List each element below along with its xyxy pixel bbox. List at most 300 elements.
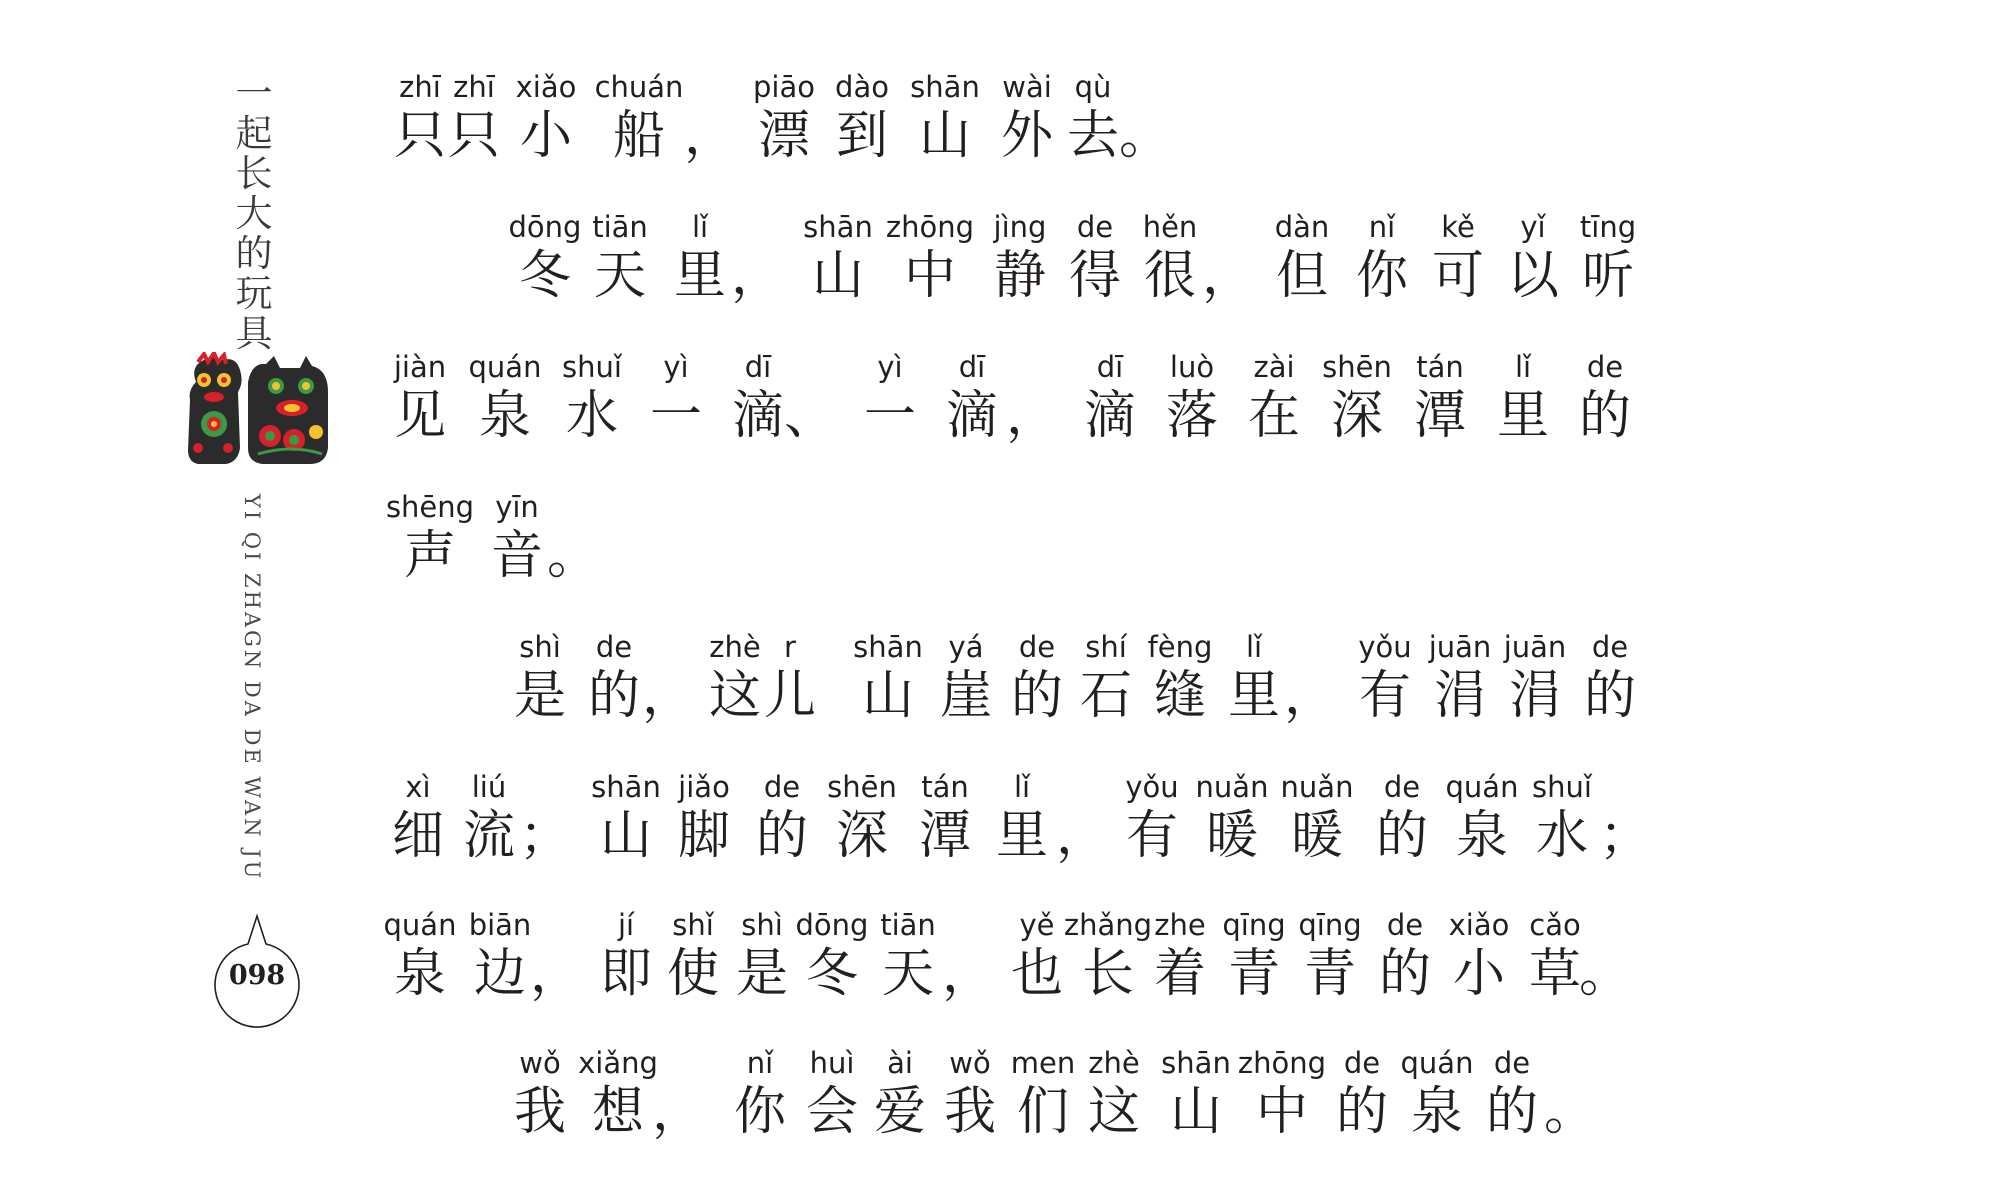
char-with-pinyin	[1532, 770, 1592, 880]
hanzi: 涓	[1508, 666, 1562, 726]
hanzi: 流	[462, 806, 516, 866]
text-line	[0, 908, 2008, 1018]
page-number: 098	[228, 960, 286, 991]
char-with-pinyin	[1237, 1046, 1327, 1156]
pinyin: ài	[887, 1046, 913, 1080]
char-with-pinyin	[591, 770, 661, 880]
hanzi: 的	[1375, 806, 1429, 866]
hanzi: 天	[593, 246, 647, 306]
hanzi: 滴	[731, 386, 785, 446]
hanzi: 即	[599, 944, 653, 1004]
char-with-pinyin	[763, 630, 817, 740]
char-with-pinyin	[1161, 1046, 1231, 1156]
char-with-pinyin	[1063, 908, 1153, 1018]
hanzi: 得	[1068, 246, 1122, 306]
pinyin: shēng	[385, 490, 475, 524]
pinyin: yá	[948, 630, 984, 664]
char-with-pinyin	[490, 490, 544, 600]
hanzi: 到	[835, 106, 889, 166]
hanzi: 只	[393, 106, 447, 166]
char-with-pinyin	[1010, 908, 1064, 1018]
char-with-pinyin	[592, 210, 648, 320]
pinyin: lǐ	[691, 210, 709, 244]
char-with-pinyin	[863, 350, 917, 460]
pinyin: chuán	[594, 70, 684, 104]
hanzi: 山	[599, 806, 653, 866]
pinyin: zhī	[453, 70, 495, 104]
hanzi: 深	[1330, 386, 1384, 446]
pinyin: dào	[835, 70, 889, 104]
char-with-pinyin	[880, 908, 936, 1018]
pinyin: xiǎng	[578, 1046, 658, 1080]
hanzi: 你	[1355, 246, 1409, 306]
hanzi: 中	[903, 246, 957, 306]
hanzi: 泉	[478, 386, 532, 446]
punctuation-mark: 。	[546, 526, 600, 586]
punctuation	[941, 908, 995, 1018]
char-with-pinyin	[1298, 908, 1362, 1018]
pinyin: fèng	[1147, 630, 1213, 664]
char-with-pinyin	[1066, 70, 1120, 180]
pinyin: de	[595, 630, 633, 664]
hanzi: 细	[391, 806, 445, 866]
punctuation-mark: ，	[941, 944, 995, 1004]
hanzi: 这	[1087, 1082, 1141, 1142]
hanzi: 水	[565, 386, 619, 446]
hanzi: 里	[1496, 386, 1550, 446]
char-with-pinyin	[515, 70, 577, 180]
char-with-pinyin	[1227, 630, 1281, 740]
char-with-pinyin	[562, 350, 622, 460]
pinyin: xiǎo	[515, 70, 577, 104]
text-line	[0, 630, 2008, 740]
pinyin: de	[1076, 210, 1114, 244]
punctuation-mark: ；	[518, 806, 572, 866]
hanzi: 山	[811, 246, 865, 306]
hanzi: 山	[861, 666, 915, 726]
char-with-pinyin	[513, 1046, 567, 1156]
pinyin: quán	[468, 350, 542, 384]
char-with-pinyin	[1378, 908, 1432, 1018]
hanzi: 崖	[939, 666, 993, 726]
char-with-pinyin	[383, 908, 457, 1018]
char-with-pinyin	[391, 770, 445, 880]
char-with-pinyin	[755, 770, 809, 880]
pinyin: shēn	[1322, 350, 1392, 384]
hanzi: 是	[513, 666, 567, 726]
hanzi: 小	[1452, 944, 1506, 1004]
hanzi: 落	[1165, 386, 1219, 446]
pinyin: de	[1383, 770, 1421, 804]
pinyin: de	[763, 770, 801, 804]
pinyin: dī	[958, 350, 986, 384]
pinyin: men	[1010, 1046, 1076, 1080]
hanzi: 也	[1010, 944, 1064, 1004]
hanzi: 涓	[1433, 666, 1487, 726]
char-with-pinyin	[853, 630, 923, 740]
pinyin: juān	[1428, 630, 1492, 664]
char-with-pinyin	[735, 908, 789, 1018]
pinyin: nǐ	[1368, 210, 1396, 244]
punctuation	[683, 70, 737, 180]
char-with-pinyin	[594, 70, 684, 180]
char-with-pinyin	[393, 70, 447, 180]
pinyin: yīn	[495, 490, 539, 524]
char-with-pinyin	[677, 770, 731, 880]
char-with-pinyin	[805, 1046, 859, 1156]
hanzi: 里	[995, 806, 1049, 866]
char-with-pinyin	[1222, 908, 1286, 1018]
char-with-pinyin	[1010, 630, 1064, 740]
char-with-pinyin	[945, 350, 999, 460]
char-with-pinyin	[1375, 770, 1429, 880]
char-with-pinyin	[508, 210, 582, 320]
hanzi: 脚	[677, 806, 731, 866]
hanzi: 静	[993, 246, 1047, 306]
hanzi: 的	[755, 806, 809, 866]
char-with-pinyin	[1428, 630, 1492, 740]
punctuation-mark: 。	[1543, 1082, 1597, 1142]
hanzi: 听	[1581, 246, 1635, 306]
hanzi: 在	[1247, 386, 1301, 446]
punctuation-mark: ，	[641, 666, 695, 726]
hanzi: 泉	[1455, 806, 1509, 866]
char-with-pinyin	[1195, 770, 1269, 880]
char-with-pinyin	[1280, 770, 1354, 880]
char-with-pinyin	[873, 1046, 927, 1156]
hanzi: 这	[708, 666, 762, 726]
pinyin: de	[1493, 1046, 1531, 1080]
hanzi: 一	[649, 386, 703, 446]
hanzi: 但	[1275, 246, 1329, 306]
char-with-pinyin	[995, 770, 1049, 880]
char-with-pinyin	[1400, 1046, 1474, 1156]
punctuation	[1283, 630, 1337, 740]
pinyin: jiàn	[393, 350, 447, 384]
punctuation	[730, 210, 784, 320]
char-with-pinyin	[468, 908, 532, 1018]
hanzi: 滴	[1083, 386, 1137, 446]
pinyin: nuǎn	[1195, 770, 1269, 804]
char-with-pinyin	[1165, 350, 1219, 460]
pinyin: piāo	[753, 70, 815, 104]
hanzi: 船	[612, 106, 666, 166]
pinyin: wài	[1002, 70, 1052, 104]
pinyin: zhè	[1088, 1046, 1140, 1080]
hanzi: 深	[835, 806, 889, 866]
pinyin: tán	[921, 770, 969, 804]
pinyin: nǐ	[746, 1046, 774, 1080]
punctuation-mark: ，	[1283, 666, 1337, 726]
pinyin: yǒu	[1125, 770, 1179, 804]
char-with-pinyin	[1445, 770, 1519, 880]
hanzi: 音	[490, 526, 544, 586]
hanzi: 的	[587, 666, 641, 726]
hanzi: 缝	[1153, 666, 1207, 726]
char-with-pinyin	[1579, 210, 1637, 320]
char-with-pinyin	[733, 1046, 787, 1156]
char-with-pinyin	[1583, 630, 1637, 740]
pinyin: shān	[591, 770, 661, 804]
pinyin: shān	[910, 70, 980, 104]
char-with-pinyin	[1358, 630, 1412, 740]
char-with-pinyin	[885, 210, 975, 320]
char-with-pinyin	[1000, 70, 1054, 180]
char-with-pinyin	[1335, 1046, 1389, 1156]
hanzi: 一	[863, 386, 917, 446]
pinyin: lǐ	[1514, 350, 1532, 384]
hanzi: 可	[1431, 246, 1485, 306]
char-with-pinyin	[1010, 1046, 1076, 1156]
char-with-pinyin	[1147, 630, 1213, 740]
hanzi: 青	[1227, 944, 1281, 1004]
char-with-pinyin	[1413, 350, 1467, 460]
punctuation-mark: ，	[651, 1082, 705, 1142]
hanzi: 漂	[757, 106, 811, 166]
hanzi: 着	[1153, 944, 1207, 1004]
pinyin: jìng	[993, 210, 1047, 244]
pinyin: de	[1586, 350, 1624, 384]
pinyin: quán	[1400, 1046, 1474, 1080]
hanzi: 的	[1335, 1082, 1389, 1142]
char-with-pinyin	[1079, 630, 1133, 740]
pinyin: dōng	[795, 908, 869, 942]
pinyin: yě	[1019, 908, 1055, 942]
pinyin: shí	[1085, 630, 1127, 664]
char-with-pinyin	[649, 350, 703, 460]
char-with-pinyin	[1528, 908, 1582, 1018]
pinyin: shuǐ	[1532, 770, 1592, 804]
text-line	[0, 70, 2008, 180]
text-line	[0, 210, 2008, 320]
hanzi: 潭	[918, 806, 972, 866]
pinyin: tiān	[880, 908, 936, 942]
pinyin: dī	[744, 350, 772, 384]
pinyin: jiǎo	[678, 770, 730, 804]
char-with-pinyin	[513, 630, 567, 740]
pinyin: hěn	[1142, 210, 1198, 244]
pinyin: shān	[803, 210, 873, 244]
hanzi: 声	[403, 526, 457, 586]
hanzi: 边	[473, 944, 527, 1004]
char-with-pinyin	[1496, 350, 1550, 460]
pinyin: dàn	[1274, 210, 1330, 244]
punctuation	[1578, 908, 1632, 1018]
hanzi: 使	[666, 944, 720, 1004]
pinyin: liú	[471, 770, 507, 804]
pinyin: shān	[853, 630, 923, 664]
punctuation	[1118, 70, 1172, 180]
hanzi: 山	[918, 106, 972, 166]
punctuation	[518, 770, 572, 880]
punctuation	[651, 1046, 705, 1156]
pinyin: shì	[519, 630, 561, 664]
char-with-pinyin	[835, 70, 889, 180]
hanzi: 天	[881, 944, 935, 1004]
book-title-pinyin: YI QI ZHAGN DA DE WAN JU	[240, 494, 264, 882]
char-with-pinyin	[731, 350, 785, 460]
pinyin: shēn	[827, 770, 897, 804]
pinyin: shān	[1161, 1046, 1231, 1080]
pinyin: tán	[1416, 350, 1464, 384]
hanzi: 长	[1081, 944, 1135, 1004]
punctuation	[529, 908, 583, 1018]
hanzi: 潭	[1413, 386, 1467, 446]
pinyin: shuǐ	[562, 350, 622, 384]
text-line	[0, 350, 2008, 460]
punctuation	[1005, 350, 1059, 460]
hanzi: 只	[447, 106, 501, 166]
pinyin: qīng	[1298, 908, 1362, 942]
hanzi: 很	[1143, 246, 1197, 306]
char-with-pinyin	[943, 1046, 997, 1156]
hanzi: 的	[1378, 944, 1432, 1004]
pinyin: huì	[809, 1046, 855, 1080]
hanzi: 水	[1535, 806, 1589, 866]
char-with-pinyin	[468, 350, 542, 460]
hanzi: 中	[1255, 1082, 1309, 1142]
pinyin: jí	[617, 908, 635, 942]
char-with-pinyin	[1578, 350, 1632, 460]
hanzi: 去	[1066, 106, 1120, 166]
hanzi: 想	[591, 1082, 645, 1142]
hanzi: 见	[393, 386, 447, 446]
hanzi: 爱	[873, 1082, 927, 1142]
pinyin: quán	[1445, 770, 1519, 804]
char-with-pinyin	[708, 630, 762, 740]
char-with-pinyin	[1083, 350, 1137, 460]
pinyin: zhe	[1154, 908, 1206, 942]
punctuation	[1543, 1046, 1597, 1156]
char-with-pinyin	[1153, 908, 1207, 1018]
hanzi: 是	[735, 944, 789, 1004]
hanzi: 你	[733, 1082, 787, 1142]
pinyin: r	[784, 630, 796, 664]
char-with-pinyin	[795, 908, 869, 1018]
hanzi: 里	[1227, 666, 1281, 726]
pinyin: tīng	[1579, 210, 1637, 244]
pinyin: zhī	[399, 70, 441, 104]
punctuation-mark: ，	[529, 944, 583, 1004]
hanzi: 暖	[1205, 806, 1259, 866]
pinyin: yǒu	[1358, 630, 1412, 664]
pinyin: quán	[383, 908, 457, 942]
pinyin: cǎo	[1529, 908, 1581, 942]
pinyin: dī	[1096, 350, 1124, 384]
pinyin: juān	[1503, 630, 1567, 664]
char-with-pinyin	[1485, 1046, 1539, 1156]
pinyin: de	[1343, 1046, 1381, 1080]
pinyin: shǐ	[672, 908, 714, 942]
pinyin: zhè	[709, 630, 761, 664]
pinyin: nuǎn	[1280, 770, 1354, 804]
char-with-pinyin	[1355, 210, 1409, 320]
pinyin: de	[1386, 908, 1424, 942]
hanzi: 冬	[805, 944, 859, 1004]
punctuation	[641, 630, 695, 740]
pinyin: wǒ	[949, 1046, 991, 1080]
pinyin: lǐ	[1013, 770, 1031, 804]
hanzi: 小	[519, 106, 573, 166]
pinyin: qù	[1074, 70, 1112, 104]
punctuation	[546, 490, 600, 600]
char-with-pinyin	[918, 770, 972, 880]
char-with-pinyin	[393, 350, 447, 460]
char-with-pinyin	[587, 630, 641, 740]
hanzi: 滴	[945, 386, 999, 446]
hanzi: 泉	[1410, 1082, 1464, 1142]
hanzi: 里	[673, 246, 727, 306]
pinyin: zhōng	[885, 210, 975, 244]
hanzi: 们	[1016, 1082, 1070, 1142]
punctuation-mark: ，	[1055, 806, 1109, 866]
pinyin: yì	[877, 350, 903, 384]
pinyin: zhǎng	[1063, 908, 1153, 942]
char-with-pinyin	[1448, 908, 1510, 1018]
pinyin: luò	[1169, 350, 1215, 384]
punctuation-mark: 。	[1118, 106, 1172, 166]
pinyin: yì	[663, 350, 689, 384]
book-title-text: 一起长大的玩具	[235, 72, 273, 355]
char-with-pinyin	[1431, 210, 1485, 320]
pinyin: zhōng	[1237, 1046, 1327, 1080]
char-with-pinyin	[1068, 210, 1122, 320]
hanzi: 的	[1583, 666, 1637, 726]
char-with-pinyin	[1506, 210, 1560, 320]
hanzi: 有	[1125, 806, 1179, 866]
pinyin: biān	[468, 908, 532, 942]
pinyin: shì	[741, 908, 783, 942]
hanzi: 青	[1303, 944, 1357, 1004]
char-with-pinyin	[1322, 350, 1392, 460]
char-with-pinyin	[385, 490, 475, 600]
char-with-pinyin	[753, 70, 815, 180]
pinyin: zài	[1253, 350, 1295, 384]
pinyin: wǒ	[519, 1046, 561, 1080]
hanzi: 的	[1485, 1082, 1539, 1142]
hanzi: 的	[1578, 386, 1632, 446]
punctuation-mark: ，	[683, 106, 737, 166]
pinyin: yǐ	[1520, 210, 1546, 244]
hanzi: 泉	[393, 944, 447, 1004]
punctuation	[1201, 210, 1255, 320]
pinyin: tiān	[592, 210, 648, 244]
hanzi: 我	[943, 1082, 997, 1142]
punctuation-mark: ，	[730, 246, 784, 306]
pinyin: xì	[405, 770, 431, 804]
hanzi: 冬	[518, 246, 572, 306]
hanzi: 会	[805, 1082, 859, 1142]
punctuation-mark: ，	[1005, 386, 1059, 446]
char-with-pinyin	[1274, 210, 1330, 320]
pinyin: xiǎo	[1448, 908, 1510, 942]
char-with-pinyin	[993, 210, 1047, 320]
hanzi: 山	[1169, 1082, 1223, 1142]
pinyin: de	[1018, 630, 1056, 664]
char-with-pinyin	[939, 630, 993, 740]
punctuation-mark: ；	[1598, 806, 1652, 866]
punctuation	[783, 350, 837, 460]
char-with-pinyin	[910, 70, 980, 180]
pinyin: kě	[1441, 210, 1475, 244]
text-line	[0, 490, 2008, 600]
hanzi: 外	[1000, 106, 1054, 166]
punctuation	[1055, 770, 1109, 880]
hanzi: 石	[1079, 666, 1133, 726]
char-with-pinyin	[673, 210, 727, 320]
hanzi: 暖	[1290, 806, 1344, 866]
char-with-pinyin	[1142, 210, 1198, 320]
